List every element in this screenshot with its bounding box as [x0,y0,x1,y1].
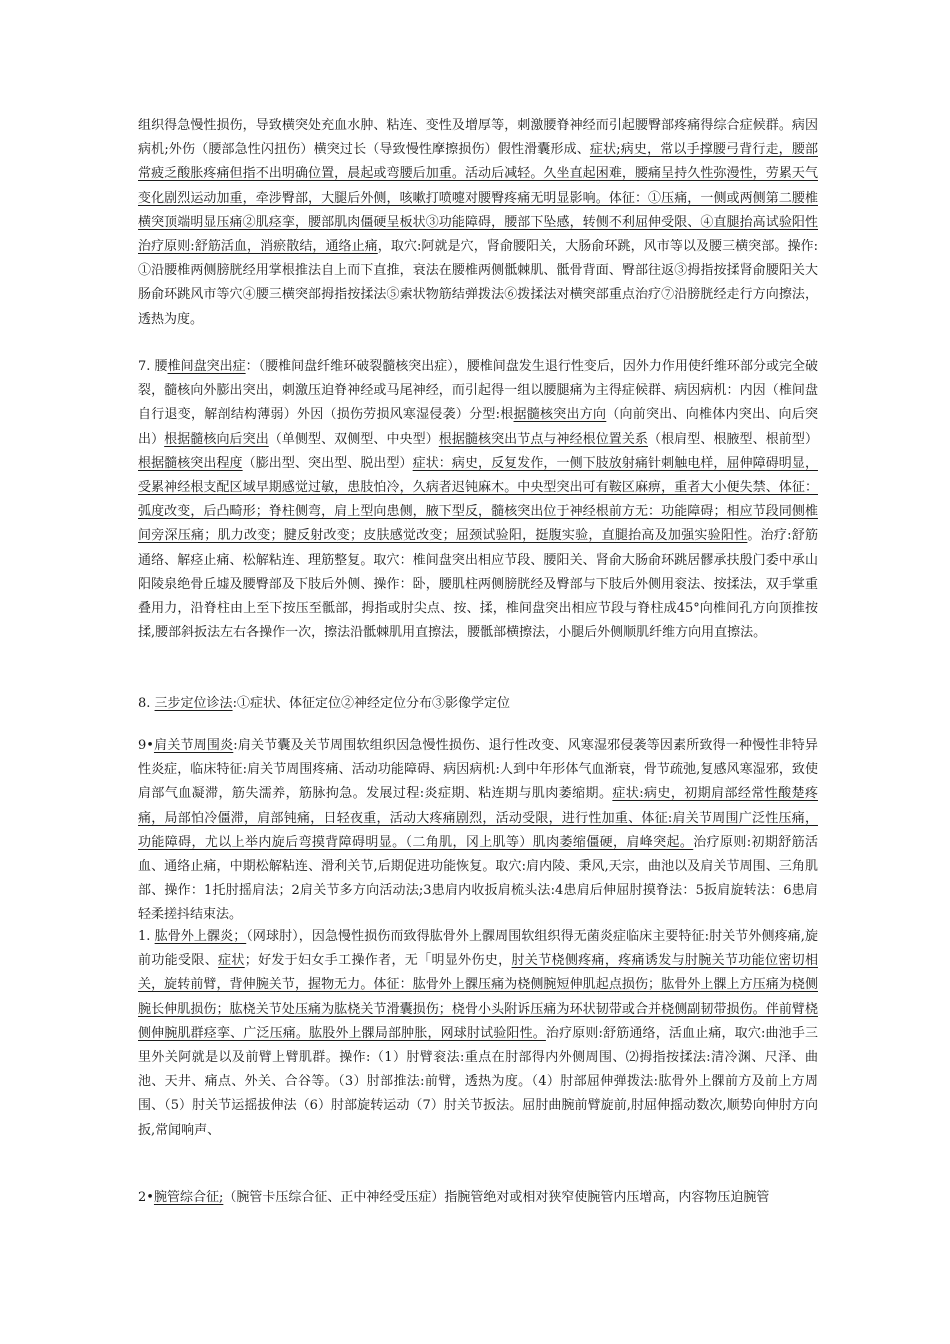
underlined-text-segment: 腕管综合征; [153,1190,224,1205]
text-segment: 。治疗:舒筋通络、解痉止痛、松解粘连、理筋整复。取穴：椎间盘突出相应节段、腰阳关、肾俞大肠俞环跳居髎承扶殷门委中承山阳陵泉绝骨丘墟及腰臀部及下肢后外侧、操作：卧，腰肌柱两侧膀胱经及臀部与下肢后外侧用衮法、按揉法，双手掌重叠用力，沿脊柱由上至下按压至骶部，拇指或肘尖点、按、揉，椎间盘突出相应节段与脊柱成45°向椎间孔方向顶推按揉,腰部斜扳法左右各操作一次，擦法沿骶棘肌用直擦法，腰骶部横擦法，小腿后外侧顺肌纤维方向用直擦法。 [138,528,818,641]
underlined-text-segment: 三步定位诊法 [154,696,233,711]
text-segment: ：（腰椎间盘纤维环破裂髓核突出症），腰椎间盘发生退行性变后，因外力作用使纤维环部分或完全破裂，髓核向外膨出突出，刺激压迫脊神经或马尾神经，而引起得一组以腰腿痛为主得症候群、病因病机：内因（椎间盘自行退变，解剖结构薄弱）外因（损伤劳损风寒湿侵袭）分型:根 [138,359,818,423]
text-segment: （单侧型、双侧型、中央型） [268,431,439,447]
underlined-text-segment: 肘关节桡侧疼痛，疼痛诱发与肘腕关节功能位密切相关，旋转前臂，背伸腕关节，握物无力。体征：肱骨外上髁压痛为桡侧腕短伸肌起点损伤；肱骨外上髁上方压痛为桡侧腕长伸肌损伤；肱桡关节处压痛为肱桡关节滑囊损伤；桡骨小头附诉压痛为环状韧带或合并桡侧副韧带损伤。伴前臂桡侧伸腕肌群痉挛、广泛压痛。肱股外上髁局部肿胀，网球肘试验阳性。 [138,953,818,1041]
underlined-text-segment: 肱骨外上髁炎； [154,929,247,944]
underlined-text-segment: 症状：病史，反复发作，一侧下肢放射痛针刺触电样，屈伸障碍明显，受累神经根支配区域早期感觉过敏，患肢怕冷，久病者迟钝麻木。中央型突出可有鞍区麻痹，重者大小便失禁、体征：弧度改变，后凸畸形；脊柱侧弯，肩上型向患侧，腋下型反，髓核突出位于神经根前方无：功能障碍；相应节段同侧椎间旁深压痛；肌力改变；腱反射改变；皮肤感觉改变；屈颈试验阳，挺腹实验，直腿抬高及加强实验阳性 [138,455,818,544]
underlined-text-segment: 症状;病史，常以手撑腰弓背行走，腰部常疲乏酸胀疼痛但指不出明确位置，晨起或弯腰后加重。活动后减轻。久坐直起困难，腰痛呈持久性弥漫性，劳累天气变化剧烈运动加重，牵涉臀部，大腿后外侧，咳嗽打喷嚏对腰臀疼痛无明显影响。体征：①压痛，一侧或两侧第二腰椎横突顶端明显压痛②肌痉挛，腰部肌肉僵硬呈板状③功能障碍，腰部下坠感，转侧不利屈伸受限、④直腿抬高试验阳性治疗原则:舒筋活血，消瘀散结，通络止痛 [138,142,818,255]
text-segment: （腕管卡压综合征、正中神经受压症）指腕管绝对或相对狭窄使腕管内压增高，内容物压迫腕管 [223,1190,770,1205]
underlined-text-segment: 肩关节周围炎 [153,738,234,753]
text-segment: ，取穴:阿就是穴，肾俞腰阳关，大肠俞环跳，风市等以及腰三横突部。操作:①沿腰椎两侧膀胱经用掌根推法自上而下直推，衰法在腰椎两侧骶棘肌、骶骨背面、臀部往返③拇指按揉肾俞腰阳关大肠俞环跳风市等穴④腰三横突部拇指按揉法⑤索状物筋结弹拨法⑥拨揉法对横突部重点治疗⑦沿膀胱经走行方向擦法，透热为度。 [138,239,818,327]
text-segment: 7. 腰 [138,359,168,374]
paragraph-lumbar-disc-herniation [138,355,818,645]
text-segment: :肩关节囊及关节周围软组织因急慢性损伤、退行性改变、风寒湿邪侵袭等因素所致得一种慢性非特异性炎症，临床特征:肩关节周围疼痛、活动功能障碍、病因病机:人到中年形体气血渐衰，骨节疏弛,复感风寒湿邪，致使肩部气血凝滞，筋失濡养，筋脉拘急。发展过程:炎症期、粘连期与肌肉萎缩期。 [138,738,818,802]
underlined-text-segment: 根据髓核突出节点与神经根位置关系 [438,431,649,447]
text-segment: :①症状、体征定位②神经定位分布③影像学定位 [232,696,510,711]
underlined-text-segment: 症状 [218,953,245,969]
underlined-text-segment: 根据髓核向后突出 [164,431,269,447]
underlined-text-segment: 症状:病史，初期肩部经常性酸楚疼痛，局部怕冷僵滞，肩部钝痛，日轻夜重，活动大疼痛剧烈，活动受限，进行性加重、体征:肩关节周围广泛性压痛，功能障碍，尤以上举内旋后弯摸背障碍明显。（二角肌，冈上肌等）肌肉萎缩僵硬，肩峰突起。 [138,786,818,850]
underlined-text-segment: 椎间盘突出症 [167,359,246,374]
underlined-text-segment: 根据髓核突出程度 [138,455,243,471]
text-segment: （向前突出、向椎体内突出、向后突出） [138,407,818,447]
paragraph-carpal-tunnel [138,1186,818,1210]
text-segment: 9• [138,738,154,753]
text-segment: （网球肘），因急慢性损伤而致得肱骨外上髁周围软组织得无菌炎症临床主要特征:肘关节外侧疼痛,旋前功能受限、 [138,929,818,969]
text-segment: 1. [138,929,155,944]
paragraph-frozen-shoulder [138,734,818,928]
paragraph-lumbar-transverse-process [138,114,818,332]
text-segment: 治疗原则:初期舒筋活血、通络止痛，中期松解粘连、滑利关节,后期促进功能恢复。取穴:肩内陵、秉风,天宗，曲池以及肩关节周围、三角肌部、操作：1托肘摇肩法；2肩关节多方向活动法;3患肩内收扳肩梳头法:4患肩后伸屈肘摸脊法：5扳肩旋转法：6患肩轻柔搓抖结束法。 [138,834,818,923]
paragraph-three-step-diagnosis [138,692,818,716]
text-segment: ；好发于妇女手工操作者，无「明显外伤史， [244,953,512,969]
text-segment: 组织得急慢性损伤，导致横突处充血水肿、粘连、变性及增厚等，刺激腰脊神经而引起腰臀部疼痛得综合症候群。病因病机;外伤（腰部急性闪扭伤）横突过长（导致慢性摩擦损伤）假性滑囊形成、 [138,118,818,158]
text-segment: （膨出型、突出型、脱出型） [242,455,413,471]
underlined-text-segment: 据髓核突出方向 [513,407,607,423]
text-segment: 治疗原则:舒筋通络，活血止痛，取穴:曲池手三里外关阿就是以及前臂上臂肌群。操作:（1）肘臂衮法:重点在肘部得内外侧周围、⑵拇指按揉法:清冷渊、尺泽、曲池、天井、痛点、外关、合谷等。（3）肘部推法:前臂，透热为度。（4）肘部屈伸弹拨法:肱骨外上髁前方及前上方周围、（5）肘关节运摇拔伸法（6）肘部旋转运动（7）肘关节扳法。屈肘曲腕前臂旋前,肘屈伸摇动数次,顺势向伸肘方向扳,常闻响声、 [138,1025,818,1138]
paragraph-tennis-elbow [138,925,818,1143]
text-segment: （根肩型、根腋型、根前型） [648,431,818,447]
text-segment: 2• [138,1190,154,1205]
text-segment: 8. [138,696,155,711]
